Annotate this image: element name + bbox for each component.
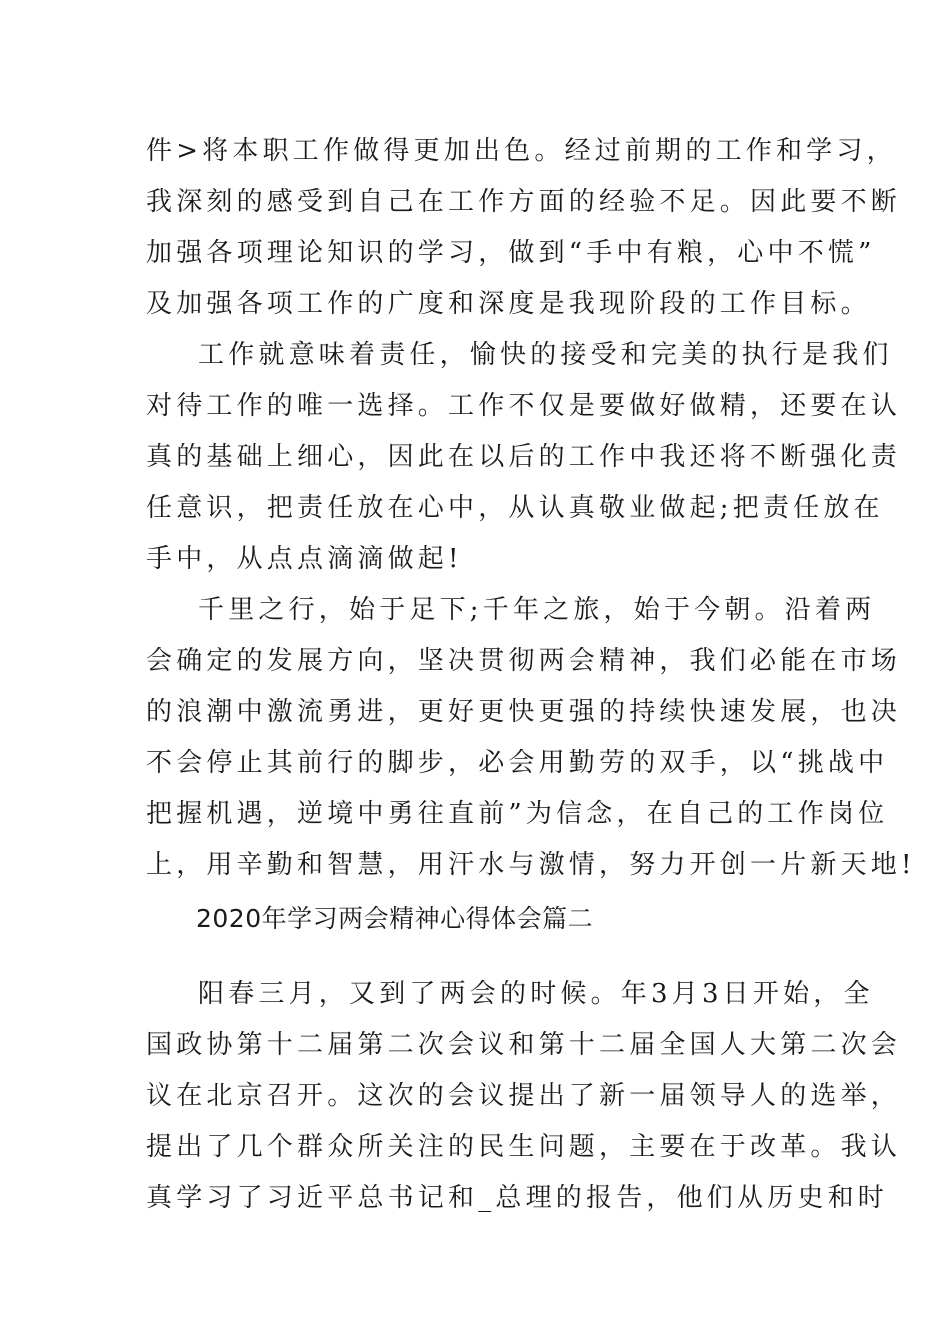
paragraph-1-line-1: 件>将本职工作做得更加出色。经过前期的工作和学习， <box>146 136 897 166</box>
paragraph-1-line-4: 及加强各项工作的广度和深度是我现阶段的工作目标。 <box>146 289 871 319</box>
paragraph-3-line-4: 不会停止其前行的脚步，必会用勤劳的双手，以“挑战中 <box>146 748 889 778</box>
paragraph-3-line-5: 把握机遇，逆境中勇往直前”为信念，在自己的工作岗位 <box>146 799 889 829</box>
paragraph-2-line-4: 任意识，把责任放在心中，从认真敬业做起;把责任放在 <box>146 493 884 523</box>
paragraph-3-line-2: 会确定的发展方向，坚决贯彻两会精神，我们必能在市场 <box>146 646 902 676</box>
paragraph-3-line-3: 的浪潮中激流勇进，更好更快更强的持续快速发展，也决 <box>146 697 902 727</box>
paragraph-4-line-5: 真学习了习近平总书记和_总理的报告，他们从历史和时 <box>146 1183 889 1213</box>
paragraph-4-line-2: 国政协第十二届第二次会议和第十二届全国人大第二次会 <box>146 1030 902 1060</box>
paragraph-3-line-6: 上，用辛勤和智慧，用汗水与激情，努力开创一片新天地! <box>146 850 916 880</box>
paragraph-2-line-1: 工作就意味着责任，愉快的接受和完美的执行是我们 <box>198 340 893 370</box>
paragraph-4-line-1: 阳春三月，又到了两会的时候。年3月3日开始，全 <box>198 979 874 1009</box>
paragraph-4-line-3: 议在北京召开。这次的会议提出了新一届领导人的选举， <box>146 1081 902 1111</box>
section-heading: 2020年学习两会精神心得体会篇二 <box>196 904 594 933</box>
paragraph-2-line-5: 手中，从点点滴滴做起! <box>146 544 463 574</box>
paragraph-2-line-3: 真的基础上细心，因此在以后的工作中我还将不断强化责 <box>146 442 902 472</box>
paragraph-1-line-2: 我深刻的感受到自己在工作方面的经验不足。因此要不断 <box>146 187 902 217</box>
paragraph-2-line-2: 对待工作的唯一选择。工作不仅是要做好做精，还要在认 <box>146 391 902 421</box>
paragraph-3-line-1: 千里之行，始于足下;千年之旅，始于今朝。沿着两 <box>198 595 876 625</box>
paragraph-4-line-4: 提出了几个群众所关注的民生问题，主要在于改革。我认 <box>146 1132 902 1162</box>
paragraph-1-line-3: 加强各项理论知识的学习，做到“手中有粮，心中不慌” <box>146 238 876 268</box>
